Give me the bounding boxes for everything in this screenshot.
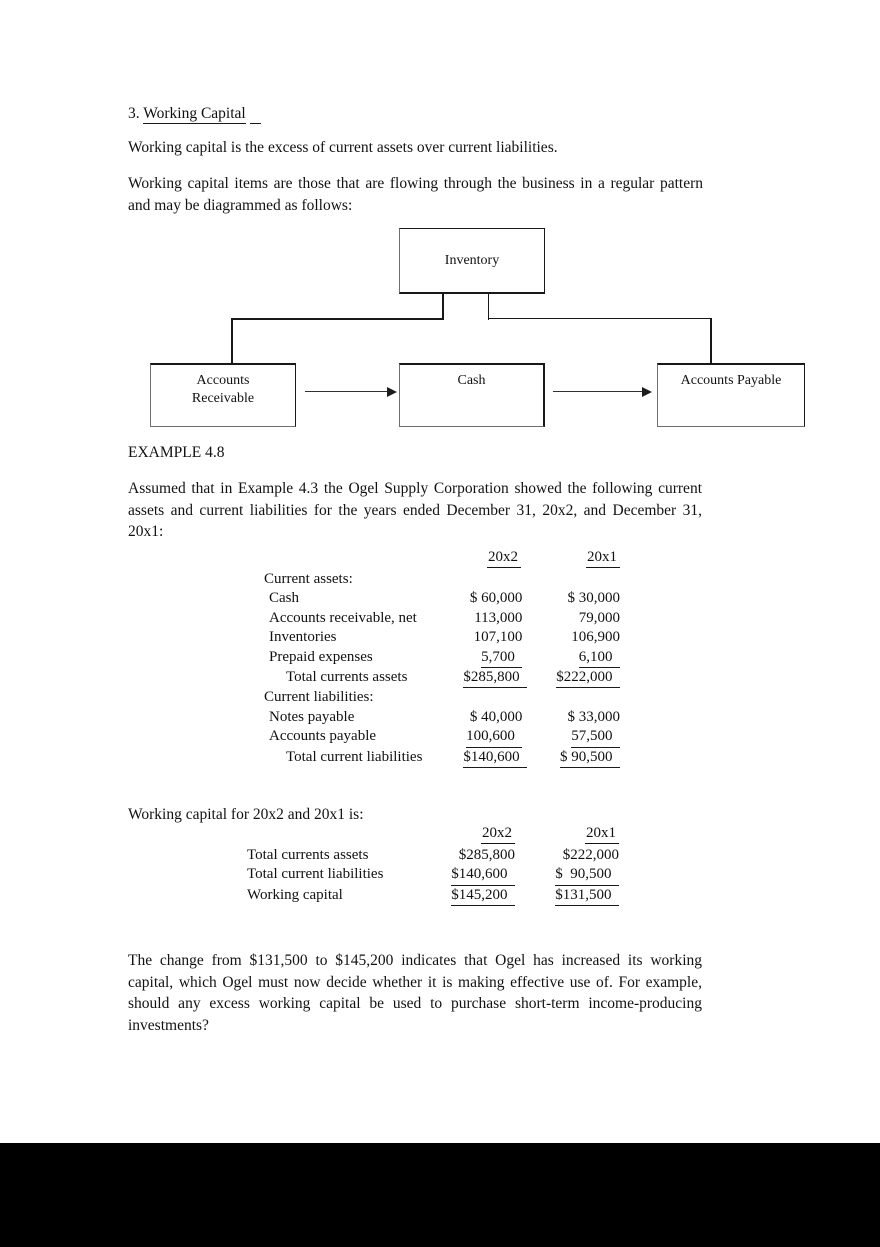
table-cell-col2 <box>515 886 619 906</box>
table-cell-label: Total currents assets <box>247 847 369 863</box>
table-cell-col1 <box>439 628 523 647</box>
working-capital-table <box>247 824 619 906</box>
connector-right-rail <box>488 318 712 319</box>
table-header-row <box>264 548 620 570</box>
table-cell-col2 <box>527 668 620 688</box>
table-cell-value: 5,700 <box>481 648 522 668</box>
diagram-box-cash-label: Cash <box>457 373 486 388</box>
table-cell-col2 <box>515 846 619 865</box>
table-cell-value: 113,000 <box>474 609 523 626</box>
table-cell-label: Current liabilities: <box>264 689 374 706</box>
table-cell-col1 <box>447 668 527 688</box>
table-cell-col2 <box>522 708 620 727</box>
table-row <box>264 708 620 727</box>
table-cell-col2 <box>515 865 619 885</box>
paragraph-assumed: Assumed that in Example 4.3 the Ogel Supply Corporation showed the following current assets and current liabilities for the years ended December 31, 20x2, and December 31, 20x1: <box>128 480 702 540</box>
table-cell-value: $222,000 <box>562 847 619 863</box>
table-cell-value: 100,600 <box>466 727 522 747</box>
table-cell-value: 79,000 <box>578 609 620 626</box>
table-row <box>264 727 620 747</box>
table-row <box>264 609 620 628</box>
table-cell-col1 <box>427 865 515 885</box>
table-cell-value: $285,800 <box>458 847 515 863</box>
table-row <box>264 668 620 688</box>
paragraph-working-capital-intro: Working capital for 20x2 and 20x1 is: <box>128 806 364 823</box>
table-cell-value: $131,500 <box>555 886 619 906</box>
table-cell-label: Current assets: <box>264 571 353 587</box>
table-cell-value: $140,600 <box>463 748 527 768</box>
table-row <box>247 886 619 906</box>
connector-right-drop <box>710 318 712 365</box>
table-header-row <box>247 824 619 846</box>
section-number: 3. <box>128 105 140 122</box>
table-cell-value: $ 30,000 <box>567 590 620 607</box>
table-cell-col2 <box>527 748 620 768</box>
table-cell-col2 <box>522 648 620 668</box>
table-cell-value: $ 40,000 <box>469 708 523 725</box>
table-cell-col2 <box>522 609 620 628</box>
title-underline-tail <box>250 105 262 124</box>
diagram-box-accounts-receivable-label-line2: Receivable <box>191 391 255 406</box>
paragraph-flow: Working capital items are those that are flowing through the business in a regular pattern and may be diagrammed as follows: <box>128 175 703 214</box>
table-cell-label: Total current liabilities <box>247 866 384 883</box>
diagram-box-accounts-payable <box>657 363 805 427</box>
table-cell-value: $ 90,500 <box>560 748 620 768</box>
table-row <box>264 589 620 608</box>
table-cell-col1 <box>427 886 515 906</box>
table-cell-value: 57,500 <box>571 727 620 747</box>
arrow-cash-to-payable-icon <box>553 387 652 397</box>
table-row <box>264 628 620 647</box>
table-cell-col2 <box>522 589 620 608</box>
page-footer-black-bar <box>0 1143 880 1247</box>
diagram-box-accounts-payable-label: Accounts Payable <box>680 373 782 388</box>
table-cell-value: $ 90,500 <box>555 865 619 885</box>
table-cell-value: 6,100 <box>579 648 620 668</box>
table-cell-value: $285,800 <box>463 668 527 688</box>
diagram-box-cash <box>399 363 545 427</box>
table-cell-value: $222,000 <box>556 668 620 688</box>
table-cell-value: $145,200 <box>451 886 515 906</box>
table-body <box>264 570 620 768</box>
table-row <box>247 865 619 885</box>
connector-inventory-left-stub <box>442 292 444 320</box>
table-cell-label: Prepaid expenses <box>269 648 373 665</box>
section-heading <box>128 104 261 124</box>
table-header-col2: 20x1 <box>515 824 619 844</box>
table-cell-col2 <box>522 628 620 647</box>
table-cell-col1 <box>439 708 523 727</box>
table-header-col1: 20x2 <box>427 824 515 844</box>
current-assets-liabilities-table <box>264 548 620 768</box>
diagram-box-inventory <box>399 228 545 294</box>
table-cell-col2 <box>522 727 620 747</box>
paragraph-closing: The change from $131,500 to $145,200 indicates that Ogel has increased its working capital, which Ogel must now decide whether it is making effective use of. For example, should any excess working capital be used to purchase short-term income-producing investments? <box>128 952 702 1034</box>
table-cell-label: Total currents assets <box>286 669 408 686</box>
table-cell-col1 <box>439 648 523 668</box>
table-cell-label: Accounts payable <box>269 728 377 745</box>
table-row <box>264 748 620 768</box>
page-title: Working Capital <box>143 105 246 122</box>
table-cell-col1 <box>427 846 515 865</box>
example-label: EXAMPLE 4.8 <box>128 444 225 461</box>
diagram-box-inventory-label: Inventory <box>444 253 500 268</box>
table-cell-value: 106,900 <box>571 629 620 646</box>
connector-inventory-right-stub <box>488 292 489 320</box>
arrow-receivable-to-cash-icon <box>305 387 397 397</box>
table-header-col2: 20x1 <box>521 548 620 568</box>
table-cell-value: $ 60,000 <box>469 590 523 607</box>
table-cell-label: Accounts receivable, net <box>269 609 417 626</box>
connector-left-rail <box>231 318 444 320</box>
table-cell-label: Cash <box>269 590 299 607</box>
arrow-head <box>642 387 652 397</box>
table-row <box>264 688 620 707</box>
table-cell-col1 <box>439 727 523 747</box>
table-cell-col1 <box>447 748 527 768</box>
connector-left-drop <box>231 318 233 365</box>
table-row <box>264 570 620 589</box>
table-cell-label: Notes payable <box>269 708 355 725</box>
table-header-col1: 20x2 <box>436 548 521 568</box>
diagram-box-accounts-receivable <box>150 363 296 427</box>
diagram-box-accounts-receivable-label-line1: Accounts <box>196 373 250 388</box>
table-cell-value: 107,100 <box>473 629 523 646</box>
table-cell-label: Total current liabilities <box>286 748 423 765</box>
table-cell-label: Inventories <box>269 629 337 646</box>
table-cell-col1 <box>439 609 523 628</box>
table-row <box>247 846 619 865</box>
table-cell-value: $ 33,000 <box>567 708 620 725</box>
table-cell-col1 <box>439 589 523 608</box>
arrow-head <box>387 387 397 397</box>
arrow-shaft <box>553 391 643 392</box>
paragraph-definition: Working capital is the excess of current assets over current liabilities. <box>128 139 558 156</box>
working-capital-flow-diagram <box>0 0 880 440</box>
table-body <box>247 846 619 906</box>
table-cell-label: Working capital <box>247 886 343 903</box>
table-row <box>264 648 620 668</box>
arrow-shaft <box>305 391 388 392</box>
table-cell-value: $140,600 <box>451 865 515 885</box>
